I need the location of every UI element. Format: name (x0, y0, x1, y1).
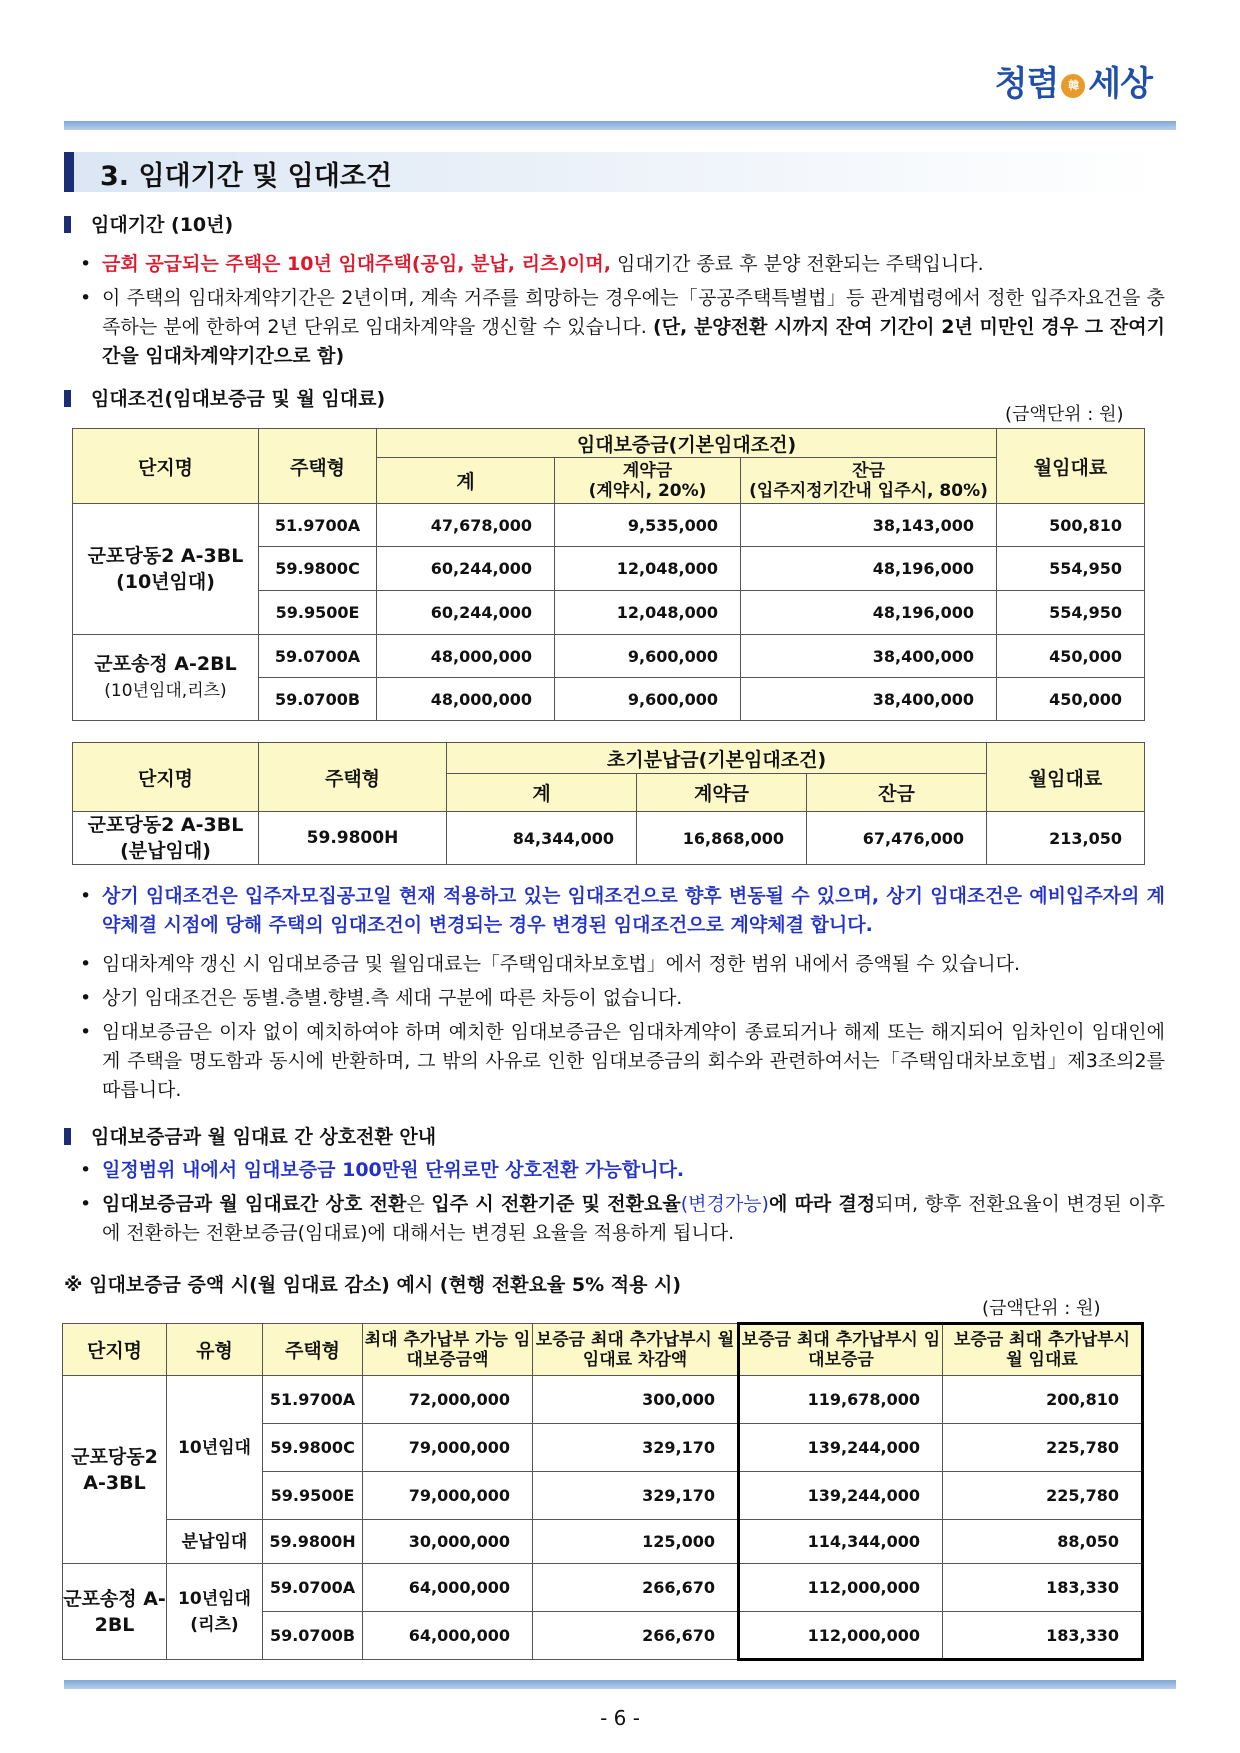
cell-deposit-after: 112,000,000 (739, 1564, 943, 1612)
th-complex: 단지명 (63, 1324, 167, 1376)
cell-rent: 554,950 (997, 547, 1145, 591)
th-deposit-after: 보증금 최대 추가납부시 임대보증금 (739, 1324, 943, 1376)
cell-rent-after: 225,780 (943, 1424, 1143, 1472)
th-balance: 잔금 (입주지정기간내 입주시, 80%) (741, 458, 997, 504)
subheading-conversion: 임대보증금과 월 임대료 간 상호전환 안내 (64, 1122, 436, 1149)
th-rent-after: 보증금 최대 추가납부시 월 임대료 (943, 1324, 1143, 1376)
cell-rent-diff: 329,170 (533, 1424, 739, 1472)
cell-rent-diff: 266,670 (533, 1612, 739, 1660)
cell-rent: 213,050 (987, 812, 1145, 865)
installment-table (72, 742, 1145, 865)
cell-total: 60,244,000 (377, 547, 555, 591)
th-initial: 초기분납금(기본임대조건) (447, 743, 987, 774)
cell-type: 51.9700A (263, 1376, 363, 1424)
th-complex: 단지명 (73, 429, 259, 504)
unit-label-1: (금액단위 : 원) (1005, 404, 1124, 425)
cell-rent-diff: 125,000 (533, 1520, 739, 1564)
cell-rent-after: 183,330 (943, 1612, 1143, 1660)
cell-total: 48,000,000 (377, 678, 555, 721)
cell-rent-after: 183,330 (943, 1564, 1143, 1612)
cell-type: 59.9500E (259, 591, 377, 635)
conditions-bullet-4: • 임대보증금은 이자 없이 예치하여야 하며 예치한 임대보증금은 임대차계약이 종료되거나 해제 또는 해지되어 임차인이 임대인에게 주택을 명도함과 동시에 반환하며, 그 밖의 사유로 인한 임대보증금의 회수와 관련하여서는「주택임대차보호법」제3조의2를 따릅니다. (80, 1021, 1165, 1101)
header-band (64, 121, 1176, 130)
th-balance: 잔금 (807, 774, 987, 812)
cell-balance: 48,196,000 (741, 591, 997, 635)
cell-deposit-after: 139,244,000 (739, 1472, 943, 1520)
cell-type: 59.9500E (263, 1472, 363, 1520)
unit-label-2: (금액단위 : 원) (982, 1298, 1101, 1319)
section-title: 3. 임대기간 및 임대조건 (64, 152, 1164, 192)
cell-max-add: 72,000,000 (363, 1376, 533, 1424)
cell-total: 60,244,000 (377, 591, 555, 635)
table-row (73, 635, 1145, 678)
logo: 청렴 韓 세상 (994, 64, 1152, 104)
table-row (63, 1376, 1143, 1424)
conditions-bullet-1: • 상기 임대조건은 입주자모집공고일 현재 적용하고 있는 임대조건으로 향후 변동될 수 있으며, 상기 임대조건은 예비입주자의 계약체결 시점에 당해 주택의 임대조건이 변경되는 경우 변경된 임대조건으로 계약체결 합니다. (80, 885, 1165, 936)
cell-type: 59.9800H (263, 1520, 363, 1564)
cell-rent: 450,000 (997, 678, 1145, 721)
cell-contract: 9,600,000 (555, 678, 741, 721)
conditions-bullet-3: • 상기 임대조건은 동별.층별.향별.측 세대 구분에 따른 차등이 없습니다. (80, 987, 683, 1009)
cell-total: 47,678,000 (377, 504, 555, 547)
complex-name: 군포송정 A-2BL (63, 1564, 167, 1660)
th-deposit: 임대보증금(기본임대조건) (377, 429, 997, 458)
cell-rent: 500,810 (997, 504, 1145, 547)
cell-deposit-after: 119,678,000 (739, 1376, 943, 1424)
th-max-add: 최대 추가납부 가능 임대보증금액 (363, 1324, 533, 1376)
cell-max-add: 64,000,000 (363, 1564, 533, 1612)
cell-total: 84,344,000 (447, 812, 637, 865)
footer-band (64, 1680, 1176, 1689)
cell-balance: 48,196,000 (741, 547, 997, 591)
kind-name: 분납임대 (167, 1520, 263, 1564)
cell-max-add: 64,000,000 (363, 1612, 533, 1660)
th-rent: 월임대료 (987, 743, 1145, 812)
cell-type: 59.9800H (259, 812, 447, 865)
cell-rent-diff: 300,000 (533, 1376, 739, 1424)
cell-balance: 38,400,000 (741, 678, 997, 721)
conditions-bullet-2: • 임대차계약 갱신 시 임대보증금 및 월임대료는「주택임대차보호법」에서 정한 범위 내에서 증액될 수 있습니다. (80, 953, 1021, 975)
subheading-period: 임대기간 (10년) (64, 210, 233, 237)
kind-name: 10년임대 (167, 1376, 263, 1520)
cell-type: 51.9700A (259, 504, 377, 547)
cell-balance: 38,400,000 (741, 635, 997, 678)
table-row (63, 1564, 1143, 1612)
complex-name: 군포당동2 A-3BL (10년임대) (73, 504, 259, 635)
table-row (73, 504, 1145, 547)
th-complex: 단지명 (73, 743, 259, 812)
subheading-conditions: 임대조건(임대보증금 및 월 임대료) (64, 384, 385, 411)
cell-deposit-after: 139,244,000 (739, 1424, 943, 1472)
th-contract: 계약금 (637, 774, 807, 812)
cell-type: 59.0700B (263, 1612, 363, 1660)
cell-rent-diff: 329,170 (533, 1472, 739, 1520)
th-total: 계 (377, 458, 555, 504)
cell-max-add: 79,000,000 (363, 1472, 533, 1520)
th-rent: 월임대료 (997, 429, 1145, 504)
th-type: 주택형 (263, 1324, 363, 1376)
conversion-bullet-1: • 일정범위 내에서 임대보증금 100만원 단위로만 상호전환 가능합니다. (80, 1159, 685, 1181)
example-title: ※ 임대보증금 증액 시(월 임대료 감소) 예시 (현행 전환요율 5% 적용 시) (64, 1274, 682, 1296)
cell-rent-after: 88,050 (943, 1520, 1143, 1564)
page-number: - 6 - (600, 1706, 640, 1730)
cell-type: 59.0700A (263, 1564, 363, 1612)
cell-contract: 16,868,000 (637, 812, 807, 865)
table-row (63, 1520, 1143, 1564)
cell-type: 59.0700B (259, 678, 377, 721)
cell-contract: 9,535,000 (555, 504, 741, 547)
cell-rent-after: 200,810 (943, 1376, 1143, 1424)
th-rent-diff: 보증금 최대 추가납부시 월 임대료 차감액 (533, 1324, 739, 1376)
cell-balance: 38,143,000 (741, 504, 997, 547)
cell-deposit-after: 112,000,000 (739, 1612, 943, 1660)
cell-contract: 12,048,000 (555, 547, 741, 591)
logo-emblem-icon: 韓 (1061, 74, 1085, 98)
complex-name: 군포당동2 A-3BL (분납임대) (73, 812, 259, 865)
complex-name: 군포당동2 A-3BL (63, 1376, 167, 1564)
cell-max-add: 30,000,000 (363, 1520, 533, 1564)
cell-contract: 12,048,000 (555, 591, 741, 635)
conversion-example-table (62, 1322, 1144, 1661)
th-contract: 계약금 (계약시, 20%) (555, 458, 741, 504)
rental-conditions-table (72, 428, 1145, 721)
period-bullet-2: • 이 주택의 임대차계약기간은 2년이며, 계속 거주를 희망하는 경우에는「공공주택특별법」등 관계법령에서 정한 입주자요건을 충족하는 분에 한하여 2년 단위로 임대차계약을 갱신할 수 있습니다. (단, 분양전환 시까지 잔여 기간이 2년 미만인 경우 그 잔여기간을 임대차계약기간으로 함) (80, 287, 1165, 367)
conversion-bullet-2: • 임대보증금과 월 임대료간 상호 전환은 입주 시 전환기준 및 전환요율(변경가능)에 따라 결정되며, 향후 전환요율이 변경된 이후에 전환하는 전환보증금(임대료)에 대해서는 변경된 요율을 적용하게 됩니다. (80, 1193, 1165, 1244)
period-bullet-1: • 금회 공급되는 주택은 10년 임대주택(공임, 분납, 리츠)이며, 임대기간 종료 후 분양 전환되는 주택입니다. (80, 253, 984, 275)
complex-name: 군포송정 A-2BL (10년임대,리츠) (73, 635, 259, 721)
th-total: 계 (447, 774, 637, 812)
cell-rent-diff: 266,670 (533, 1564, 739, 1612)
cell-balance: 67,476,000 (807, 812, 987, 865)
cell-rent: 554,950 (997, 591, 1145, 635)
th-type: 주택형 (259, 743, 447, 812)
table-row (73, 812, 1145, 865)
cell-max-add: 79,000,000 (363, 1424, 533, 1472)
cell-rent-after: 225,780 (943, 1472, 1143, 1520)
cell-deposit-after: 114,344,000 (739, 1520, 943, 1564)
cell-type: 59.9800C (259, 547, 377, 591)
kind-name: 10년임대 (리츠) (167, 1564, 263, 1660)
cell-type: 59.9800C (263, 1424, 363, 1472)
cell-type: 59.0700A (259, 635, 377, 678)
cell-contract: 9,600,000 (555, 635, 741, 678)
th-type: 주택형 (259, 429, 377, 504)
cell-total: 48,000,000 (377, 635, 555, 678)
th-kind: 유형 (167, 1324, 263, 1376)
cell-rent: 450,000 (997, 635, 1145, 678)
